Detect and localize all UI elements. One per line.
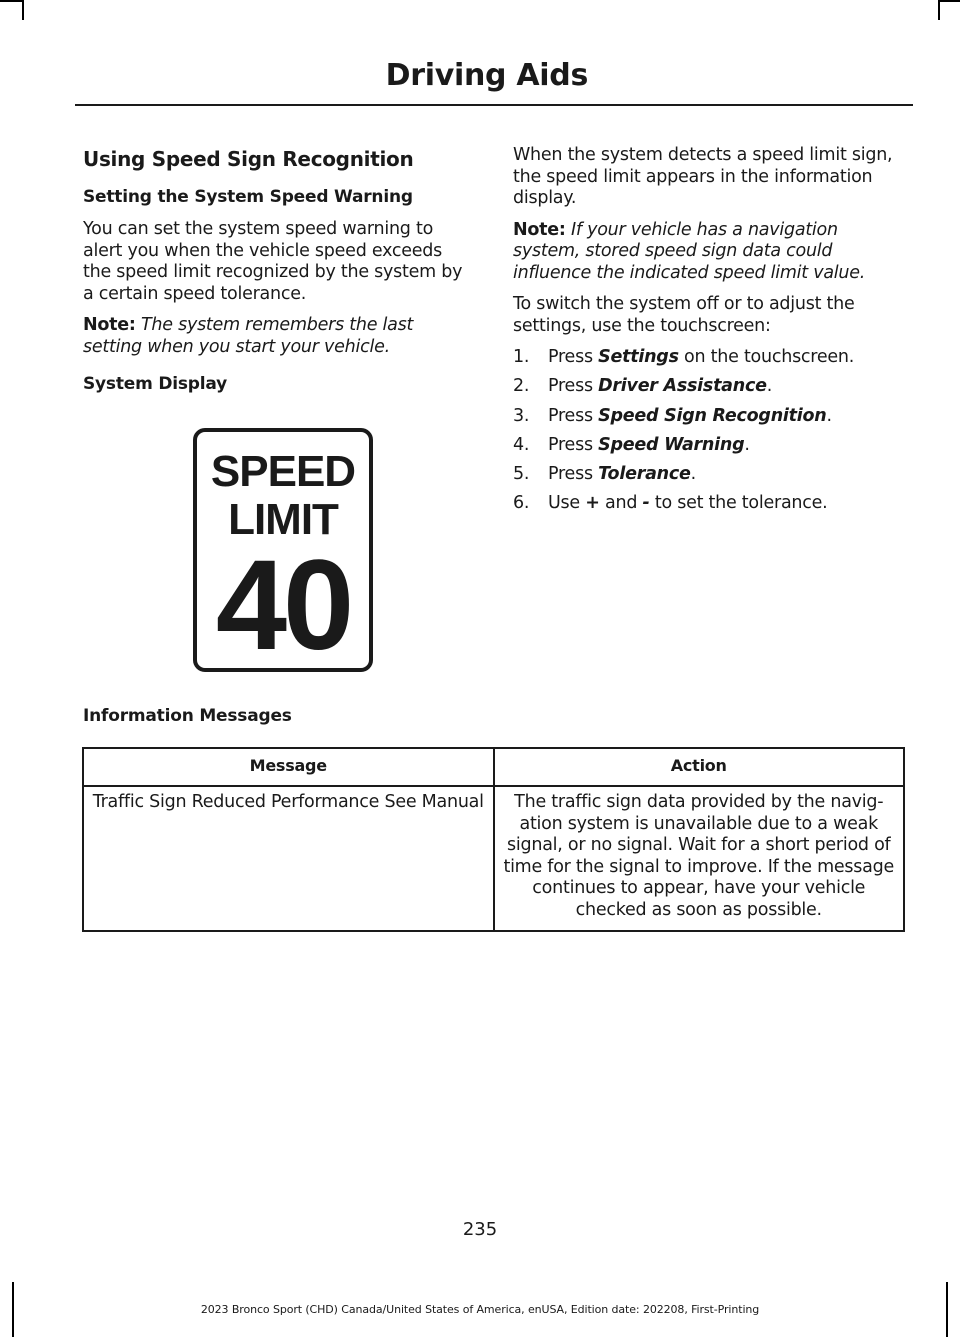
section-heading: Using Speed Sign Recognition	[83, 147, 414, 171]
step-menu-name: Speed Warning	[598, 434, 745, 455]
step-menu-name: Driver Assistance	[598, 376, 767, 397]
step-number: 4.	[513, 434, 530, 455]
step-text: .	[826, 405, 832, 426]
plus-symbol: +	[585, 493, 600, 514]
step-text: Use	[548, 493, 586, 514]
step-text: Press	[548, 434, 599, 455]
list-item	[513, 493, 908, 515]
page-title: Driving Aids	[385, 58, 588, 93]
step-text: .	[744, 434, 750, 455]
right-column	[513, 145, 908, 523]
subsection-heading: Setting the System Speed Warning	[83, 187, 413, 207]
note-text: The system remembers the last setting when you start your vehicle.	[83, 315, 414, 357]
note-label: Note:	[513, 219, 566, 240]
left-column	[83, 145, 475, 406]
body-paragraph: When the system detects a speed limit sign, the speed limit appears in the information display.	[513, 145, 893, 208]
sign-number: 40	[215, 534, 351, 677]
step-text: Press	[548, 464, 599, 485]
step-text: .	[690, 464, 696, 485]
header-divider	[75, 104, 913, 106]
step-number: 5.	[513, 464, 530, 485]
step-menu-name: Tolerance	[598, 464, 691, 485]
step-menu-name: Speed Sign Recognition	[598, 405, 827, 426]
step-number: 2.	[513, 376, 530, 397]
column-header-message: Message	[83, 748, 494, 786]
list-item	[513, 347, 908, 369]
steps-list	[513, 347, 908, 515]
step-number: 3.	[513, 405, 530, 426]
page-number: 235	[462, 1219, 498, 1240]
step-text: Press	[548, 376, 599, 397]
step-text: .	[766, 376, 773, 397]
note	[83, 315, 475, 358]
step-number: 1.	[513, 347, 530, 367]
sign-line-1: SPEED	[210, 447, 356, 496]
crop-mark	[938, 0, 940, 20]
footer-text: 2023 Bronco Sport (CHD) Canada/United States of America, enUSA, Edition date: 202208, First-Printing	[200, 1303, 760, 1316]
step-text: Press	[548, 405, 599, 426]
crop-mark	[22, 0, 24, 20]
minus-symbol: -	[642, 493, 650, 514]
action-cell: The traffic sign data provided by the navig-ation system is unavailable due to a weak signal, or no signal. Wait for a short period of time for the signal to improve. If the message continues to appear, have your vehicle checked as soon as possible.	[494, 786, 905, 931]
table-row	[83, 786, 904, 931]
step-number: 6.	[513, 493, 530, 514]
column-header-action: Action	[494, 748, 905, 786]
crop-mark	[0, 0, 22, 2]
info-messages-table	[82, 747, 905, 932]
step-text: Press	[548, 347, 599, 367]
list-item	[513, 406, 908, 428]
speed-limit-sign-image	[193, 428, 373, 677]
list-item	[513, 435, 908, 457]
table-header-row	[83, 748, 904, 786]
display-heading: System Display	[83, 374, 228, 394]
note-text: If your vehicle has a navigation system, stored speed sign data could influence the indicated speed limit value.	[513, 219, 866, 283]
list-item	[513, 464, 908, 486]
info-messages-heading: Information Messages	[83, 706, 292, 726]
sign-line-2: LIMIT	[228, 495, 338, 544]
note-label: Note:	[83, 315, 136, 335]
body-paragraph: You can set the system speed warning to alert you when the vehicle speed exceeds the speed limit recognized by the system by a certain speed tolerance.	[83, 219, 463, 304]
list-item	[513, 376, 908, 398]
crop-mark	[938, 0, 960, 2]
step-menu-name: Settings	[598, 347, 679, 367]
step-text: on the touchscreen.	[678, 347, 855, 367]
step-text: to set the tolerance.	[649, 493, 828, 514]
message-cell: Traffic Sign Reduced Performance See Manual	[83, 786, 494, 931]
step-text: and	[599, 493, 643, 514]
note	[513, 220, 908, 285]
body-paragraph: To switch the system off or to adjust the settings, use the touchscreen:	[513, 294, 855, 336]
